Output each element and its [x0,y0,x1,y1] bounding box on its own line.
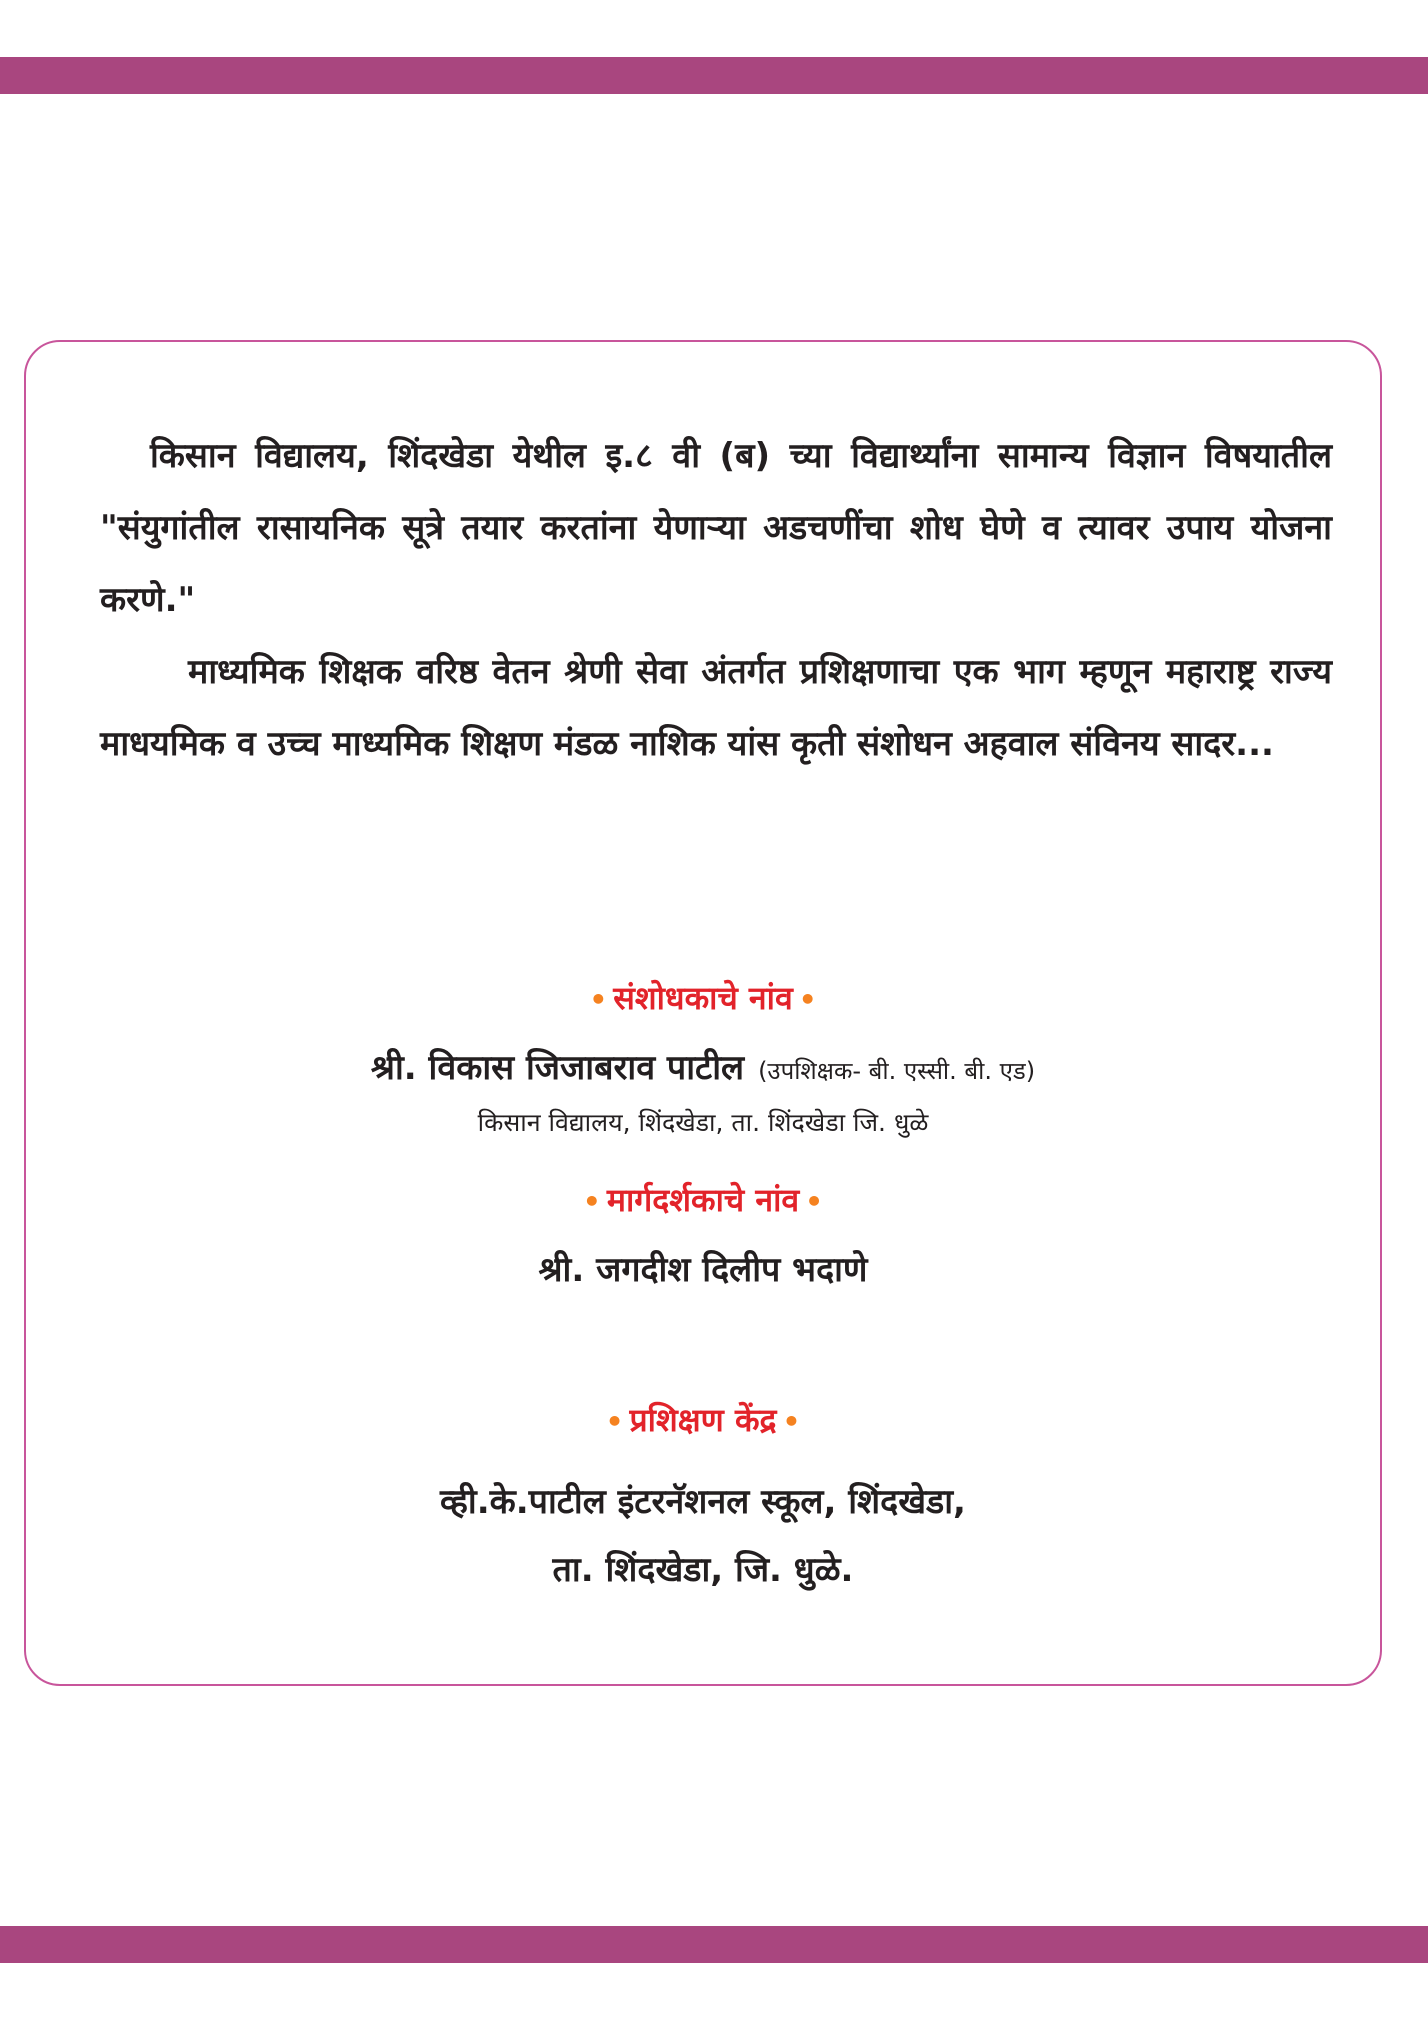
bullet-icon: • [605,1405,624,1438]
bullet-icon: • [798,983,817,1016]
intro-paragraph-2: माध्यमिक शिक्षक वरिष्ठ वेतन श्रेणी सेवा अंतर्गत प्रशिक्षणाचा एक भाग म्हणून महाराष्ट्र राज्य माधयमिक व उच्च माध्यमिक शिक्षण मंडळ नाशिक यांस कृती संशोधन अहवाल संविनय सादर... [100,652,1332,764]
training-center-heading [24,1398,1382,1444]
researcher-designation: (उपशिक्षक- बी. एस्सी. बी. एड) [758,1057,1036,1085]
bottom-decorative-band [0,1926,1428,1963]
top-decorative-band [0,57,1428,94]
bullet-icon: • [589,983,608,1016]
intro-text-block [100,420,1332,780]
training-center-line-1: व्ही.के.पाटील इंटरनॅशनल स्कूल, शिंदखेडा, [440,1482,966,1522]
bullet-icon: • [805,1185,824,1218]
researcher-name-line [24,1044,1382,1095]
training-center-section [24,1398,1382,1604]
researcher-name: श्री. विकास जिजाबराव पाटील [370,1048,745,1088]
researcher-section [24,976,1382,1143]
researcher-heading [24,976,1382,1022]
researcher-heading-text: संशोधकाचे नांव [613,979,793,1017]
training-center-line-2: ता. शिंदखेडा, जि. धुळे. [552,1550,854,1590]
guide-heading-text: मार्गदर्शकाचे नांव [606,1181,800,1219]
intro-paragraph-1: किसान विद्यालय, शिंदखेडा येथील इ.८ वी (ब) च्या विद्यार्थ्यांना सामान्य विज्ञान विषयातील "संयुगांतील रासायनिक सूत्रे तयार करतांना येणाऱ्या अडचणींचा शोध घेणे व त्यावर उपाय योजना करणे." [100,436,1332,620]
bullet-icon: • [582,1185,601,1218]
bullet-icon: • [782,1405,801,1438]
guide-name: श्री. जगदीश दिलीप भदाणे [538,1250,868,1290]
researcher-address: किसान विद्यालय, शिंदखेडा, ता. शिंदखेडा जि. धुळे [477,1108,929,1137]
guide-heading [24,1178,1382,1224]
guide-section [24,1178,1382,1294]
training-center-heading-text: प्रशिक्षण केंद्र [629,1401,777,1439]
